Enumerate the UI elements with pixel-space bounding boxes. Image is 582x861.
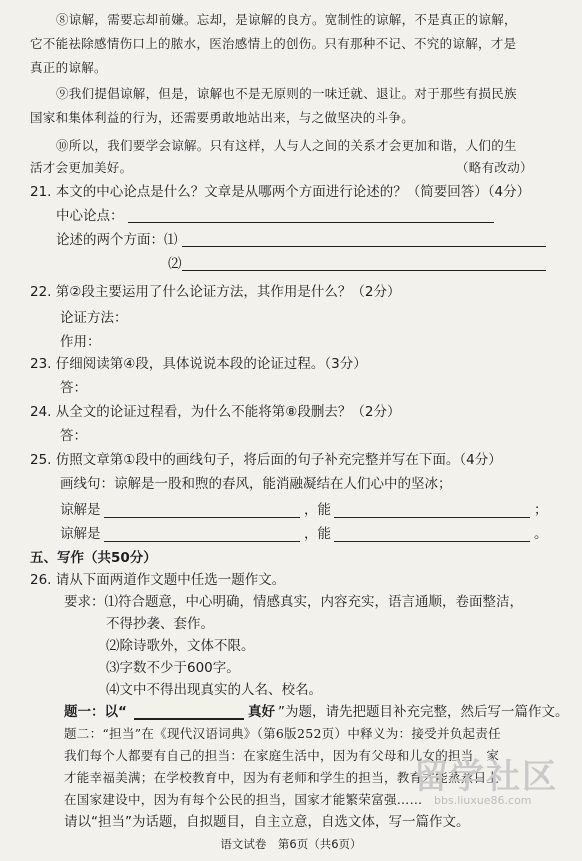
topic-2-line: 才能幸福美满；在学校教育中，因为有老师和学生的担当，教育才能蒸蒸日上	[64, 770, 500, 785]
q25-row-2-end: 。	[534, 526, 548, 542]
question-26: 26. 请从下面两道作文题中任选一题作文。	[30, 572, 286, 588]
answer-line[interactable]	[104, 529, 300, 542]
q26-requirement-1b: 不得抄袭、套作。	[106, 616, 214, 632]
answer-line[interactable]	[104, 505, 300, 518]
q21-aspects-label: 论述的两个方面：⑴	[56, 232, 178, 248]
passage-line: 真正的谅解。	[30, 60, 107, 75]
question-25: 25. 仿照文章第①段中的画线句子，将后面的句子补充完整并写在下面。（4分）	[30, 452, 502, 468]
topic-1-instruction: ”为题，请先把题目补充完整，然后写一篇作文。	[278, 704, 569, 720]
q23-answer-label: 答：	[60, 380, 87, 396]
topic-2-line: 在国家建设中，因为有每个公民的担当，国家才能繁荣富强……	[64, 792, 423, 807]
q25-row-2-mid: ，能	[304, 526, 331, 542]
topic-1-prefix: 题一：以“	[64, 704, 127, 720]
passage-line: 它不能祛除感情伤口上的脓水，医治感情上的创伤。只有那种不记、不究的谅解，才是	[30, 36, 517, 51]
page-footer: 语文试卷 第6页（共6页）	[220, 837, 362, 851]
question-21: 21. 本文的中心论点是什么？文章是从哪两个方面进行论述的？（简要回答）（4分）	[30, 184, 531, 200]
section-writing-heading: 五、写作（共50分）	[30, 550, 157, 566]
passage-note: （略有改动）	[456, 160, 533, 175]
topic-1-title-word: 真好	[248, 704, 275, 720]
q26-requirement-1: 要求：⑴符合题意，中心明确，情感真实，内容充实，语言通顺，卷面整洁，	[64, 594, 523, 610]
q22-effect-label: 作用：	[60, 334, 101, 350]
question-24: 24. 从全文的论证过程看，为什么不能将第⑧段删去？（2分）	[30, 404, 401, 420]
q26-requirement-3: ⑶字数不少于600字。	[106, 660, 240, 676]
passage-line: 国家和集体利益的行为，还需要勇敢地站出来，与之做坚决的斗争。	[30, 110, 415, 125]
passage-line: ⑧谅解，需要忘却前嫌。忘却，是谅解的良方。宽制性的谅解，不是真正的谅解，	[56, 12, 517, 27]
q25-row-1-end: ；	[534, 502, 548, 518]
q25-row-1-mid: ，能	[304, 502, 331, 518]
topic-2-prompt: 请以“担当”为话题，自拟题目，自主立意，自选文体，写一篇作文。	[64, 814, 470, 830]
q26-requirement-4: ⑷文中不得出现真实的人名、校名。	[106, 682, 322, 698]
passage-line: ⑨我们提倡谅解，但是，谅解也不是无原则的一味迁就、退让。对于那些有损民族	[56, 86, 517, 101]
answer-line[interactable]	[334, 505, 530, 518]
watermark-brand: 留学社区	[414, 757, 558, 797]
topic-1-title-blank[interactable]	[134, 706, 244, 720]
answer-line[interactable]	[182, 234, 546, 247]
passage-line: ⑩所以，我们要学会谅解。只有这样，人与人之间的关系才会更加和谐，人们的生	[56, 138, 517, 153]
q21-central-label: 中心论点：	[56, 208, 124, 224]
answer-line[interactable]	[334, 529, 530, 542]
question-22: 22. 第②段主要运用了什么论证方法，其作用是什么？（2分）	[30, 284, 401, 300]
q21-aspect-2-label: ⑵	[168, 256, 182, 272]
question-23: 23. 仔细阅读第④段，具体说说本段的论证过程。（3分）	[30, 356, 367, 372]
answer-line[interactable]	[128, 210, 494, 223]
q25-model-sentence: 画线句：谅解是一股和煦的春风，能消融凝结在人们心中的坚冰；	[60, 476, 452, 492]
q25-row-2-start: 谅解是	[60, 526, 101, 542]
site-watermark-logo	[414, 749, 564, 809]
q22-method-label: 论证方法：	[60, 310, 128, 326]
topic-2-line: 题二：“担当”在《现代汉语词典》（第6版252页）中释义为：接受并负起责任	[64, 726, 501, 741]
topic-2-line: 我们每个人都要有自己的担当：在家庭生活中，因为有父母和儿女的担当，家	[64, 748, 500, 763]
answer-line[interactable]	[182, 258, 546, 271]
q26-requirement-2: ⑵除诗歌外，文体不限。	[106, 638, 255, 654]
q25-row-1-start: 谅解是	[60, 502, 101, 518]
passage-line: 活才会更加美好。	[30, 160, 133, 175]
watermark-url: bbs.liuxue86.com	[434, 794, 532, 807]
q24-answer-label: 答：	[60, 428, 87, 444]
